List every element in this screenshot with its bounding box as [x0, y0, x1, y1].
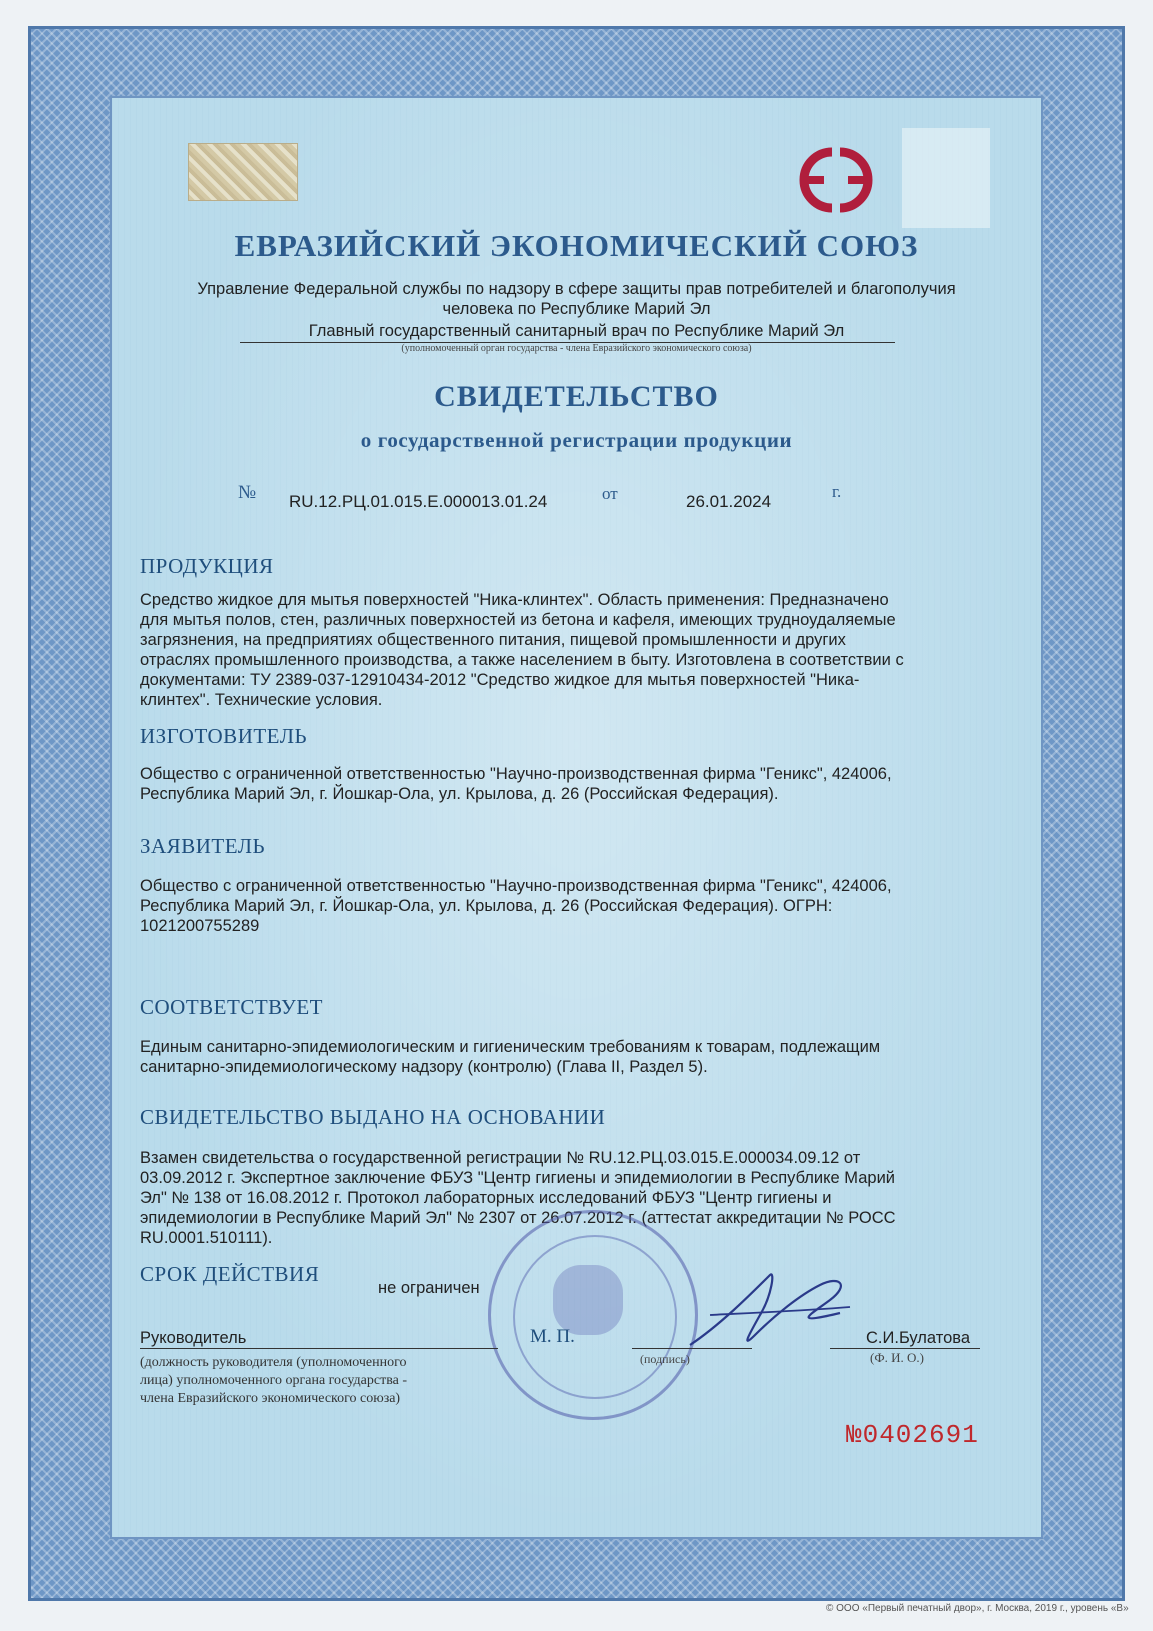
applicant-line: 1021200755289 [140, 917, 260, 935]
authority-line-1: Управление Федеральной службы по надзору в сфере защиты прав потребителей и благополучия [197, 280, 956, 298]
year-suffix: г. [832, 482, 842, 501]
signer-name: С.И.Булатова [866, 1329, 971, 1347]
certificate-number: RU.12.РЦ.01.015.Е.000013.01.24 [289, 492, 548, 511]
name-caption: (Ф. И. О.) [870, 1350, 924, 1365]
product-line: клинтех". Технические условия. [140, 691, 383, 709]
manufacturer-line: Общество с ограниченной ответственностью "Научно-производственная фирма "Геникс", 424006, [140, 765, 892, 783]
role-caption-line: лица) уполномоченного органа государства - [140, 1373, 408, 1388]
conforms-line: Единым санитарно-эпидемиологическим и гигиеническим требованиям к товарам, подлежащим [140, 1038, 881, 1056]
seal-place-label: М. П. [530, 1326, 575, 1347]
eaeu-logo-icon [788, 142, 884, 218]
date-from-label: от [602, 484, 618, 503]
paper-patch [902, 128, 990, 228]
serial-number: №0402691 [846, 1420, 979, 1450]
basis-line: Взамен свидетельства о государственной регистрации № RU.12.РЦ.03.015.Е.000034.09.12 от [140, 1149, 861, 1167]
handwritten-signature-icon [680, 1255, 870, 1365]
product-line: Средство жидкое для мытья поверхностей "Ника-клинтех". Область применения: Предназначено [140, 591, 889, 609]
authority-line-3: Главный государственный санитарный врач по Республике Марий Эл [308, 322, 845, 340]
role-caption-line: члена Евразийского экономического союза) [140, 1391, 401, 1406]
applicant-header: ЗАЯВИТЕЛЬ [140, 834, 266, 858]
basis-line: RU.0001.510111). [140, 1229, 273, 1247]
role-underline [140, 1348, 498, 1349]
printer-imprint: © ООО «Первый печатный двор», г. Москва, 2019 г., уровень «В» [826, 1603, 1129, 1614]
basis-line: 03.09.2012 г. Экспертное заключение ФБУЗ "Центр гигиены и эпидемиологии в Республике Марий [140, 1169, 896, 1187]
product-line: отраслях промышленного производства, а также населением в быту. Изготовлена в соответствии с [140, 651, 904, 669]
hologram-sticker [188, 143, 298, 201]
certificate-subtitle: о государственной регистрации продукции [360, 428, 793, 452]
union-title: ЕВРАЗИЙСКИЙ ЭКОНОМИЧЕСКИЙ СОЮЗ [234, 228, 919, 263]
applicant-line: Общество с ограниченной ответственностью "Научно-производственная фирма "Геникс", 424006, [140, 877, 892, 895]
basis-header: СВИДЕТЕЛЬСТВО ВЫДАНО НА ОСНОВАНИИ [140, 1105, 606, 1129]
validity-value: не ограничен [378, 1279, 480, 1297]
authority-caption: (уполномоченный орган государства - члена Евразийского экономического союза) [401, 343, 752, 354]
role-caption-line: (должность руководителя (уполномоченного [140, 1355, 407, 1370]
signature-caption: (подпись) [640, 1352, 690, 1366]
product-line: загрязнения, на предприятиях общественного питания, пищевой промышленности и других [140, 631, 846, 649]
conforms-line: санитарно-эпидемиологическому надзору (контролю) (Глава II, Раздел 5). [140, 1058, 708, 1076]
manufacturer-header: ИЗГОТОВИТЕЛЬ [140, 724, 308, 748]
certificate-date: 26.01.2024 [686, 492, 772, 511]
conforms-header: СООТВЕТСТВУЕТ [140, 995, 323, 1019]
product-line: для мытья полов, стен, различных поверхностей из бетона и кафеля, имеющих трудноудаляемые [140, 611, 896, 629]
basis-line: эпидемиологии в Республике Марий Эл" № 2307 от 26.07.2012 г. (аттестат аккредитации № РОСС [140, 1209, 896, 1227]
product-header: ПРОДУКЦИЯ [140, 554, 274, 578]
certificate-title: СВИДЕТЕЛЬСТВО [434, 380, 719, 413]
product-line: документами: ТУ 2389-037-12910434-2012 "Средство жидкое для мытья поверхностей "Ника- [140, 671, 860, 689]
validity-header: СРОК ДЕЙСТВИЯ [140, 1262, 320, 1286]
signer-role: Руководитель [140, 1329, 247, 1347]
basis-line: Эл" № 138 от 16.08.2012 г. Протокол лабораторных исследований ФБУЗ "Центр гигиены и [140, 1189, 832, 1207]
applicant-line: Республика Марий Эл, г. Йошкар-Ола, ул. Крылова, д. 26 (Российская Федерация). ОГРН: [140, 897, 833, 915]
manufacturer-line: Республика Марий Эл, г. Йошкар-Ола, ул. Крылова, д. 26 (Российская Федерация). [140, 785, 779, 803]
number-label: № [238, 482, 257, 503]
eagle-emblem-icon [553, 1265, 623, 1335]
authority-line-2: человека по Республике Марий Эл [442, 300, 711, 318]
